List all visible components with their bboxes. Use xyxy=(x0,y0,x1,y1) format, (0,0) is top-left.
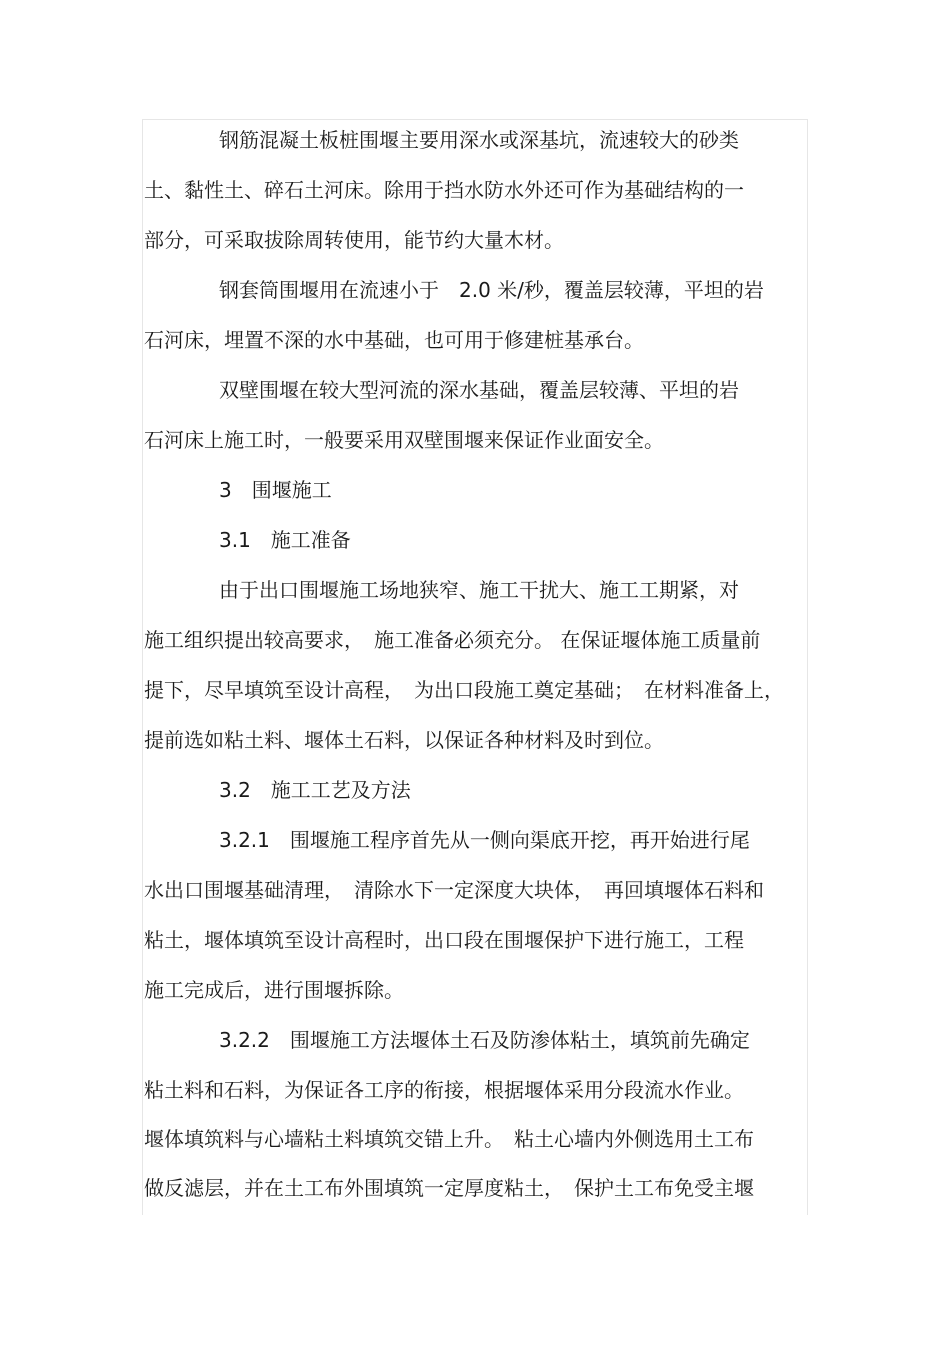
paragraph-line: 钢套筒围堰用在流速小于 2.0 米/秒，覆盖层较薄，平坦的岩 xyxy=(219,278,764,302)
subsection-heading: 3.2 施工工艺及方法 xyxy=(219,778,411,802)
paragraph-line: 石河床，埋置不深的水中基础，也可用于修建桩基承台。 xyxy=(144,328,644,352)
paragraph-line: 做反滤层，并在土工布外围填筑一定厚度粘土， 保护土工布免受主堰 xyxy=(144,1176,754,1200)
paragraph-line: 3.2.2 围堰施工方法堰体土石及防渗体粘土，填筑前先确定 xyxy=(219,1028,750,1052)
paragraph-line: 3.2.1 围堰施工程序首先从一侧向渠底开挖，再开始进行尾 xyxy=(219,828,750,852)
paragraph-line: 施工组织提出较高要求， 施工准备必须充分。 在保证堰体施工质量前 xyxy=(144,628,761,652)
paragraph-line: 石河床上施工时，一般要采用双壁围堰来保证作业面安全。 xyxy=(144,428,664,452)
paragraph-line: 双壁围堰在较大型河流的深水基础，覆盖层较薄、平坦的岩 xyxy=(219,378,739,402)
paragraph-line: 提前选如粘土料、堰体土石料，以保证各种材料及时到位。 xyxy=(144,728,664,752)
section-heading: 3 围堰施工 xyxy=(219,478,332,502)
paragraph-line: 粘土，堰体填筑至设计高程时，出口段在围堰保护下进行施工，工程 xyxy=(144,928,744,952)
subsection-heading: 3.1 施工准备 xyxy=(219,528,351,552)
paragraph-line: 土、黏性土、碎石土河床。除用于挡水防水外还可作为基础结构的一 xyxy=(144,178,744,202)
paragraph-line: 粘土料和石料，为保证各工序的衔接，根据堰体采用分段流水作业。 xyxy=(144,1078,744,1102)
paragraph-line: 施工完成后，进行围堰拆除。 xyxy=(144,978,404,1002)
paragraph-line: 钢筋混凝土板桩围堰主要用深水或深基坑，流速较大的砂类 xyxy=(219,128,739,152)
paragraph-line: 部分，可采取拔除周转使用，能节约大量木材。 xyxy=(144,228,564,252)
paragraph-line: 水出口围堰基础清理， 清除水下一定深度大块体， 再回填堰体石料和 xyxy=(144,878,764,902)
document-body xyxy=(144,122,804,1212)
paragraph-line: 堰体填筑料与心墙粘土料填筑交错上升。 粘土心墙内外侧选用土工布 xyxy=(144,1127,754,1151)
paragraph-line: 提下，尽早填筑至设计高程， 为出口段施工奠定基础； 在材料准备上， xyxy=(144,678,784,702)
paragraph-line: 由于出口围堰施工场地狭窄、施工干扰大、施工工期紧，对 xyxy=(219,578,739,602)
